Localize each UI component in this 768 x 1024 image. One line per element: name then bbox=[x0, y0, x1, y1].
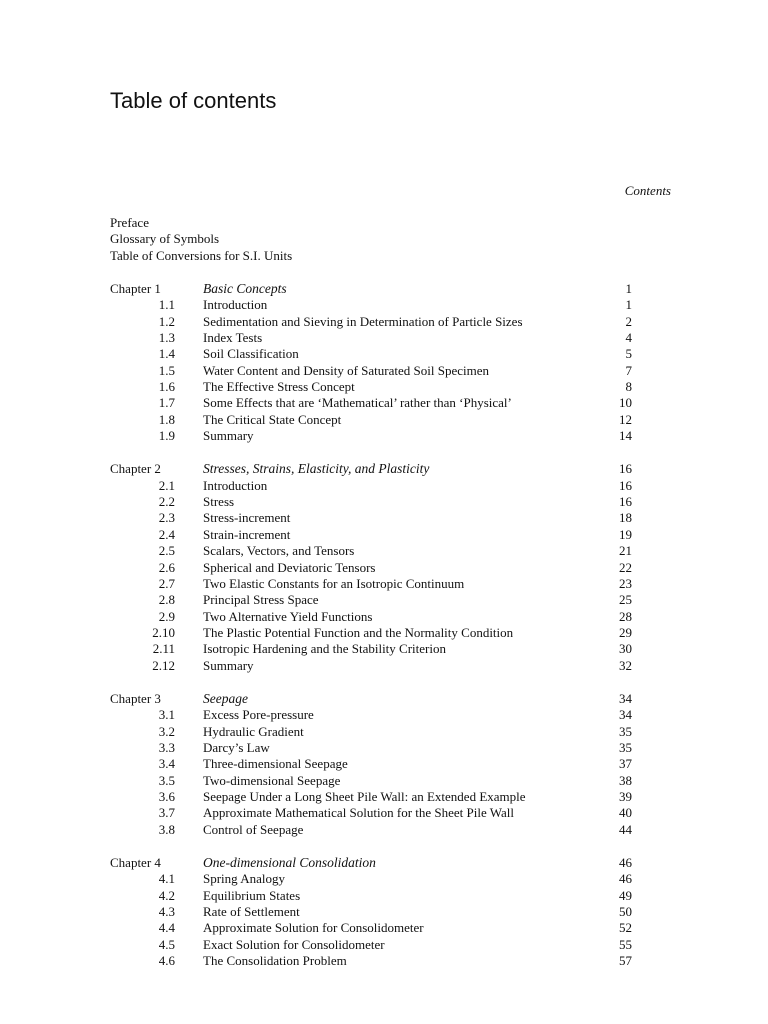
section-page-number: 55 bbox=[619, 936, 632, 952]
toc-entry[interactable] bbox=[110, 773, 632, 789]
section-title: Three-dimensional Seepage bbox=[203, 756, 348, 772]
toc-entry[interactable] bbox=[110, 658, 632, 674]
chapter-block bbox=[110, 281, 632, 444]
toc-entry[interactable] bbox=[110, 822, 632, 838]
section-page-number: 44 bbox=[619, 821, 632, 837]
section-page-number: 18 bbox=[619, 510, 632, 526]
section-number: 3.6 bbox=[158, 788, 175, 804]
section-number: 1.6 bbox=[158, 379, 175, 395]
section-page-number: 8 bbox=[625, 379, 632, 395]
section-number: 2.7 bbox=[158, 575, 175, 591]
chapter-block bbox=[110, 855, 632, 969]
toc-entry[interactable] bbox=[110, 937, 632, 953]
section-number: 4.2 bbox=[158, 887, 175, 903]
section-title: Rate of Settlement bbox=[203, 904, 300, 920]
section-title: Introduction bbox=[203, 297, 268, 313]
chapter-list bbox=[110, 281, 632, 986]
section-title: Index Tests bbox=[203, 330, 263, 346]
section-number: 2.11 bbox=[152, 641, 175, 657]
section-title: Principal Stress Space bbox=[203, 592, 319, 608]
front-matter-item[interactable]: Glossary of Symbols bbox=[110, 231, 220, 247]
section-page-number: 12 bbox=[619, 411, 632, 427]
section-page-number: 34 bbox=[619, 707, 632, 723]
section-number: 1.5 bbox=[158, 362, 175, 378]
toc-entry[interactable] bbox=[110, 527, 632, 543]
chapter-label: Chapter 4 bbox=[110, 855, 161, 870]
toc-entry[interactable] bbox=[110, 592, 632, 608]
section-page-number: 7 bbox=[625, 362, 632, 378]
toc-entry[interactable] bbox=[110, 412, 632, 428]
section-page-number: 23 bbox=[619, 575, 632, 591]
section-number: 2.1 bbox=[158, 477, 175, 493]
toc-entry[interactable] bbox=[110, 478, 632, 494]
section-title: Exact Solution for Consolidometer bbox=[203, 936, 385, 952]
toc-entry[interactable] bbox=[110, 888, 632, 904]
section-page-number: 16 bbox=[619, 477, 632, 493]
chapter-title: Basic Concepts bbox=[203, 281, 287, 296]
section-number: 1.2 bbox=[158, 313, 175, 329]
section-page-number: 35 bbox=[619, 723, 632, 739]
toc-entry[interactable] bbox=[110, 805, 632, 821]
section-title: Sedimentation and Sieving in Determination of Particle Sizes bbox=[203, 313, 523, 329]
section-page-number: 52 bbox=[619, 920, 632, 936]
chapter-heading[interactable] bbox=[110, 281, 632, 297]
section-page-number: 39 bbox=[619, 788, 632, 804]
section-number: 3.8 bbox=[158, 821, 175, 837]
toc-entry[interactable] bbox=[110, 920, 632, 936]
chapter-page-number: 1 bbox=[625, 281, 632, 296]
toc-entry[interactable] bbox=[110, 641, 632, 657]
chapter-title: Seepage bbox=[203, 690, 248, 706]
section-number: 4.3 bbox=[158, 904, 175, 920]
section-number: 2.6 bbox=[158, 559, 175, 575]
section-title: Two-dimensional Seepage bbox=[203, 772, 341, 788]
chapter-heading[interactable] bbox=[110, 461, 632, 477]
chapter-label: Chapter 1 bbox=[110, 281, 161, 296]
section-title: Scalars, Vectors, and Tensors bbox=[203, 543, 355, 559]
section-title: Spring Analogy bbox=[203, 871, 285, 887]
section-number: 3.2 bbox=[158, 723, 175, 739]
section-number: 2.10 bbox=[152, 624, 175, 640]
toc-entry[interactable] bbox=[110, 379, 632, 395]
section-page-number: 40 bbox=[619, 805, 632, 821]
section-title: Stress bbox=[203, 494, 235, 510]
section-number: 3.7 bbox=[158, 805, 175, 821]
front-matter-item[interactable]: Table of Conversions for S.I. Units bbox=[110, 247, 293, 263]
section-page-number: 1 bbox=[625, 297, 632, 313]
section-page-number: 30 bbox=[619, 641, 632, 657]
toc-entry[interactable] bbox=[110, 494, 632, 510]
toc-entry[interactable] bbox=[110, 756, 632, 772]
chapter-heading[interactable] bbox=[110, 691, 632, 707]
section-title: Water Content and Density of Saturated Soil Specimen bbox=[203, 362, 489, 378]
toc-entry[interactable] bbox=[110, 789, 632, 805]
section-title: Introduction bbox=[203, 477, 268, 493]
section-title: Strain-increment bbox=[203, 526, 291, 542]
front-matter-item[interactable]: Preface bbox=[110, 215, 149, 230]
toc-entry[interactable] bbox=[110, 904, 632, 920]
section-title: Darcy’s Law bbox=[203, 739, 270, 755]
section-number: 2.5 bbox=[158, 543, 175, 559]
toc-entry[interactable] bbox=[110, 707, 632, 723]
section-number: 2.9 bbox=[158, 608, 175, 624]
chapter-heading[interactable] bbox=[110, 855, 632, 871]
toc-entry[interactable] bbox=[110, 428, 632, 444]
chapter-page-number: 46 bbox=[619, 855, 632, 870]
section-number: 1.7 bbox=[158, 395, 175, 411]
section-title: Equilibrium States bbox=[203, 887, 301, 903]
section-number: 4.6 bbox=[158, 953, 175, 969]
toc-entry[interactable] bbox=[110, 724, 632, 740]
chapter-label: Chapter 3 bbox=[110, 690, 161, 706]
section-number: 2.8 bbox=[158, 592, 175, 608]
chapter-label: Chapter 2 bbox=[110, 461, 161, 477]
section-title: Approximate Solution for Consolidometer bbox=[203, 920, 424, 936]
section-page-number: 10 bbox=[619, 395, 632, 411]
section-page-number: 2 bbox=[625, 313, 632, 329]
section-number: 3.3 bbox=[158, 739, 175, 755]
section-title: Seepage Under a Long Sheet Pile Wall: an Extended Example bbox=[203, 788, 526, 804]
toc-entry[interactable] bbox=[110, 363, 632, 379]
section-number: 4.4 bbox=[158, 920, 175, 936]
section-number: 2.12 bbox=[152, 657, 175, 673]
contents-label: Contents bbox=[624, 183, 671, 198]
section-title: The Consolidation Problem bbox=[203, 953, 347, 969]
section-number: 1.3 bbox=[158, 330, 175, 346]
section-title: Hydraulic Gradient bbox=[203, 723, 304, 739]
section-page-number: 22 bbox=[619, 559, 632, 575]
section-page-number: 29 bbox=[619, 624, 632, 640]
section-page-number: 21 bbox=[619, 543, 632, 559]
section-title: Excess Pore-pressure bbox=[203, 707, 314, 723]
toc-entry[interactable] bbox=[110, 560, 632, 576]
section-title: Spherical and Deviatoric Tensors bbox=[203, 559, 376, 575]
toc-entry[interactable] bbox=[110, 609, 632, 625]
toc-entry[interactable] bbox=[110, 625, 632, 641]
section-page-number: 19 bbox=[619, 526, 632, 542]
section-page-number: 16 bbox=[619, 494, 632, 510]
section-title: The Plastic Potential Function and the Normality Condition bbox=[203, 624, 514, 640]
section-number: 1.4 bbox=[158, 346, 175, 362]
toc-entry[interactable] bbox=[110, 543, 632, 559]
section-number: 2.2 bbox=[158, 494, 175, 510]
section-number: 1.8 bbox=[158, 411, 175, 427]
section-title: Soil Classification bbox=[203, 346, 299, 362]
toc-entry[interactable] bbox=[110, 314, 632, 330]
toc-entry[interactable] bbox=[110, 395, 632, 411]
section-number: 4.5 bbox=[158, 936, 175, 952]
chapter-page-number: 34 bbox=[619, 690, 632, 706]
section-page-number: 38 bbox=[619, 772, 632, 788]
toc-entry[interactable] bbox=[110, 330, 632, 346]
section-number: 4.1 bbox=[158, 871, 175, 887]
toc-entry[interactable] bbox=[110, 740, 632, 756]
section-title: Two Elastic Constants for an Isotropic Continuum bbox=[203, 575, 465, 591]
section-title: Summary bbox=[203, 657, 254, 673]
section-title: Some Effects that are ‘Mathematical’ rather than ‘Physical’ bbox=[203, 395, 512, 411]
section-number: 3.5 bbox=[158, 772, 175, 788]
section-number: 3.4 bbox=[158, 756, 175, 772]
section-number: 1.1 bbox=[158, 297, 175, 313]
section-page-number: 46 bbox=[619, 871, 632, 887]
section-page-number: 37 bbox=[619, 756, 632, 772]
chapter-title: One-dimensional Consolidation bbox=[203, 855, 376, 870]
section-title: Approximate Mathematical Solution for the Sheet Pile Wall bbox=[203, 805, 515, 821]
chapter-page-number: 16 bbox=[619, 461, 632, 477]
chapter-title: Stresses, Strains, Elasticity, and Plasticity bbox=[203, 461, 430, 477]
section-title: Control of Seepage bbox=[203, 821, 304, 837]
toc-entry[interactable] bbox=[110, 346, 632, 362]
section-title: Stress-increment bbox=[203, 510, 291, 526]
toc-entry[interactable] bbox=[110, 953, 632, 969]
section-number: 3.1 bbox=[158, 707, 175, 723]
section-page-number: 49 bbox=[619, 887, 632, 903]
page-title: Table of contents bbox=[110, 88, 277, 113]
front-matter-list bbox=[110, 215, 292, 264]
section-number: 2.3 bbox=[158, 510, 175, 526]
section-number: 1.9 bbox=[158, 428, 175, 444]
section-page-number: 50 bbox=[619, 904, 632, 920]
section-page-number: 35 bbox=[619, 739, 632, 755]
section-page-number: 4 bbox=[625, 330, 632, 346]
chapter-block bbox=[110, 461, 632, 673]
chapter-block bbox=[110, 691, 632, 838]
section-page-number: 25 bbox=[619, 592, 632, 608]
section-page-number: 5 bbox=[625, 346, 632, 362]
section-title: The Critical State Concept bbox=[203, 411, 342, 427]
section-number: 2.4 bbox=[158, 526, 175, 542]
section-title: Summary bbox=[203, 428, 254, 444]
section-page-number: 14 bbox=[619, 428, 632, 444]
section-page-number: 28 bbox=[619, 608, 632, 624]
section-page-number: 32 bbox=[619, 657, 632, 673]
section-title: Isotropic Hardening and the Stability Criterion bbox=[203, 641, 446, 657]
section-title: Two Alternative Yield Functions bbox=[203, 608, 373, 624]
section-page-number: 57 bbox=[619, 953, 632, 969]
toc-entry[interactable] bbox=[110, 871, 632, 887]
toc-entry[interactable] bbox=[110, 510, 632, 526]
toc-entry[interactable] bbox=[110, 576, 632, 592]
toc-entry[interactable] bbox=[110, 297, 632, 313]
section-title: The Effective Stress Concept bbox=[203, 379, 355, 395]
